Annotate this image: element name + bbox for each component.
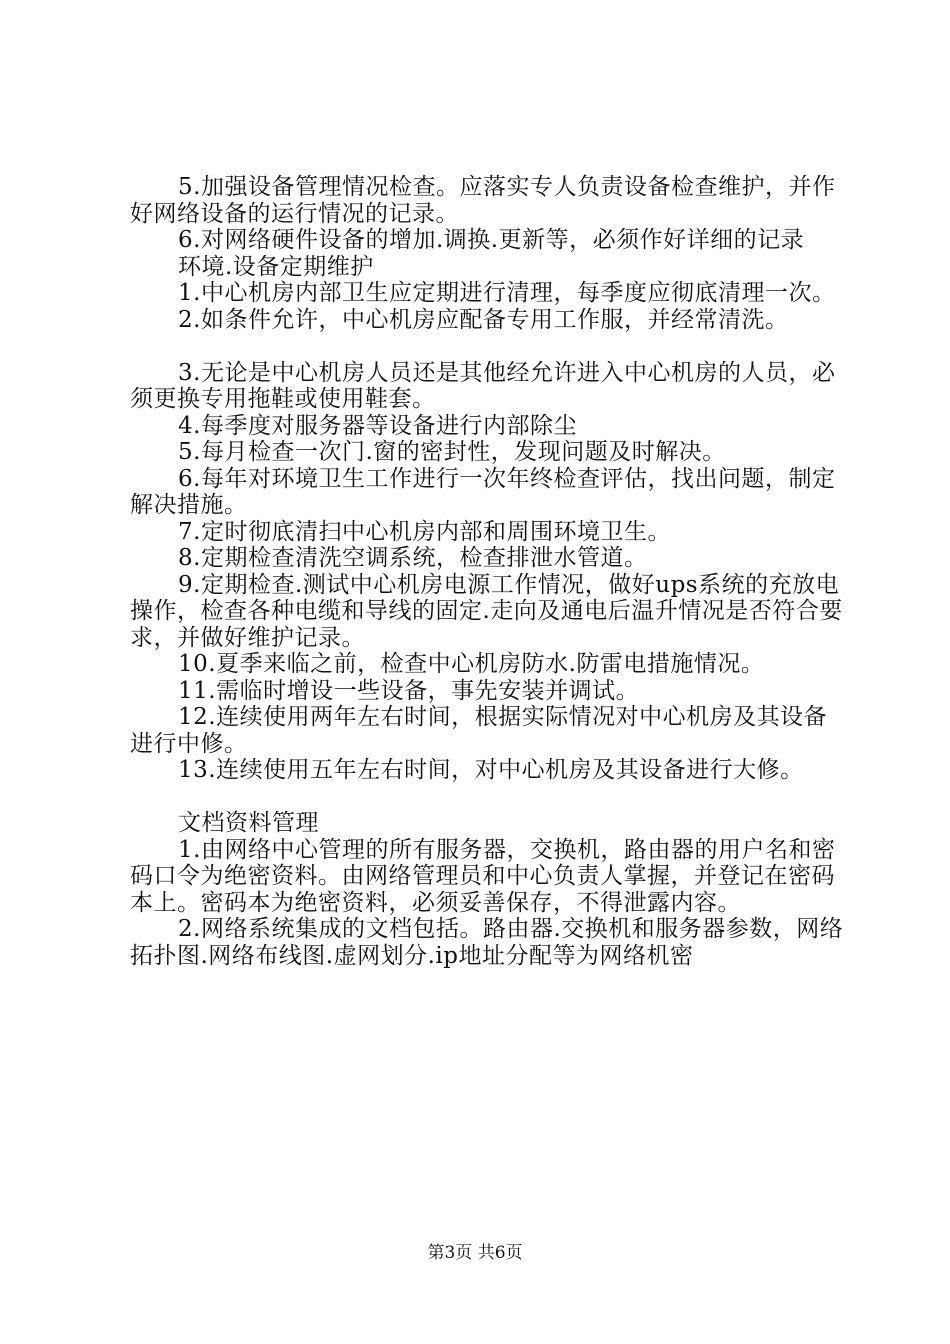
paragraph: 10.夏季来临之前，检查中心机房防水.防雷电措施情况。: [178, 651, 765, 677]
paragraph: 6.对网络硬件设备的增加.调换.更新等，必须作好详细的记录: [178, 227, 805, 253]
section-heading: 环境.设备定期维护: [178, 253, 374, 280]
document-body: [130, 174, 850, 969]
paragraph: 13.连续使用五年左右时间，对中心机房及其设备进行大修。: [178, 757, 804, 783]
paragraph: 4.每季度对服务器等设备进行内部除尘: [178, 412, 577, 439]
paragraph: 1.由网络中心管理的所有服务器，交换机，路由器的用户名和密码口令为绝密资料。由网络管理员和中心负责人掌握，并登记在密码本上。密码本为绝密资料，必须妥善保存，不得泄露内容。: [130, 836, 836, 916]
paragraph: 7.定时彻底清扫中心机房内部和周围环境卫生。: [178, 518, 671, 545]
page-footer: 第3页 共6页: [427, 1243, 523, 1263]
paragraph: 11.需临时增设一些设备，事先安装并调试。: [178, 677, 640, 704]
section-heading: 文档资料管理: [178, 810, 319, 836]
paragraph: 6.每年对环境卫生工作进行一次年终检查评估，找出问题，制定解决措施。: [130, 465, 836, 518]
blank-line: [130, 333, 850, 360]
paragraph: 1.中心机房内部卫生应定期进行清理，每季度应彻底清理一次。: [178, 280, 836, 306]
blank-line: [130, 784, 850, 811]
paragraph: 5.加强设备管理情况检查。应落实专人负责设备检查维护，并作好网络设备的运行情况的记录。: [130, 174, 836, 227]
paragraph: 3.无论是中心机房人员还是其他经允许进入中心机房的人员，必须更换专用拖鞋或使用鞋套。: [130, 359, 836, 412]
paragraph: 2.如条件允许，中心机房应配备专用工作服，并经常清洗。: [178, 306, 789, 333]
paragraph: 8.定期检查清洗空调系统，检查排泄水管道。: [178, 545, 648, 571]
paragraph: 9.定期检查.测试中心机房电源工作情况，做好ups系统的充放电操作，检查各种电缆和导线的固定.走向及通电后温升情况是否符合要求，并做好维护记录。: [130, 571, 843, 651]
paragraph: 2.网络系统集成的文档包括。路由器.交换机和服务器参数，网络拓扑图.网络布线图.虚网划分.ip地址分配等为网络机密: [130, 916, 844, 969]
paragraph: 5.每月检查一次门.窗的密封性，发现问题及时解决。: [178, 439, 726, 465]
paragraph: 12.连续使用两年左右时间，根据实际情况对中心机房及其设备进行中修。: [130, 704, 828, 757]
